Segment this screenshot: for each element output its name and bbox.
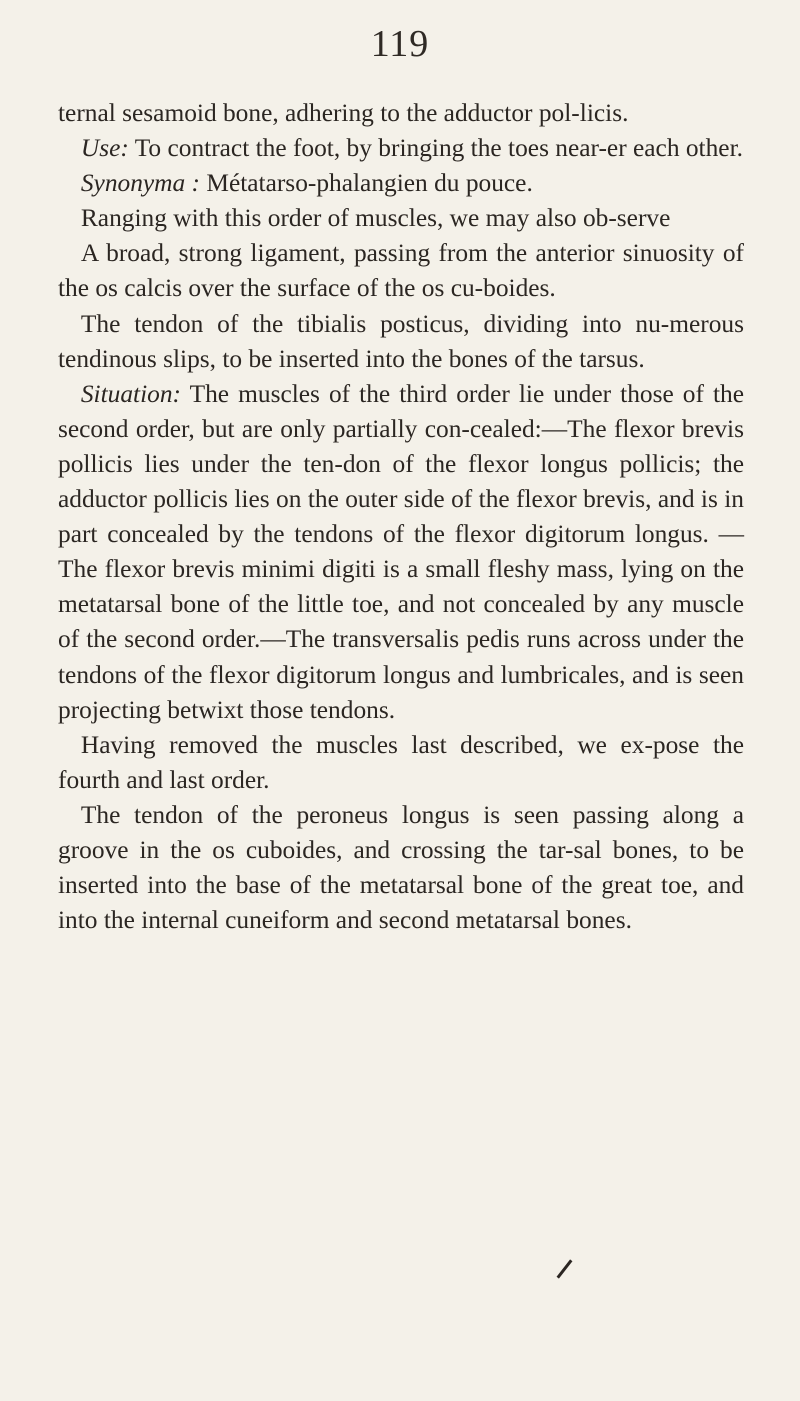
paragraph-text: Having removed the muscles last described, we ex-pose the fourth and last order. bbox=[58, 730, 744, 794]
paragraph-situation bbox=[58, 377, 744, 728]
paragraph-text: ternal sesamoid bone, adhering to the adductor pol-licis. bbox=[58, 99, 629, 127]
paragraph-text: The tendon of the peroneus longus is seen passing along a groove in the os cuboides, and crossing the tar-sal bones, to be inserted into the base of the metatarsal bone of the great toe, and into the internal cuneiform and second metatarsal bones. bbox=[58, 800, 744, 935]
paragraph-label: Use: bbox=[80, 134, 129, 163]
paragraph-tibialis bbox=[58, 307, 744, 377]
page-number: 119 bbox=[370, 23, 430, 65]
paragraph-label: Situation: bbox=[80, 379, 182, 408]
paragraph-text: The muscles of the third order lie under those of the second order, but are only partially con-cealed:—The flexor brevis pollicis lies under the ten-don of the flexor longus pollicis; the adductor pollicis lies on the outer side of the flexor brevis, and is in part concealed by the tendons of the flexor digitorum longus. —The flexor brevis minimi digiti is a small fleshy mass, lying on the metatarsal bone of the little toe, and not concealed by any muscle of the second order.—The transversalis pedis runs across under the tendons of the flexor digitorum longus and lumbricales, and is seen projecting betwixt those tendons. bbox=[58, 379, 744, 724]
paragraph-ligament bbox=[58, 236, 744, 306]
paragraph-fourth-order bbox=[58, 728, 744, 798]
paragraph-peroneus bbox=[58, 798, 744, 938]
paragraph-text: Métatarso-phalangien du pouce. bbox=[200, 169, 533, 198]
paragraph-continuation bbox=[58, 96, 744, 131]
body-text bbox=[58, 96, 744, 938]
paragraph-text: Ranging with this order of muscles, we may also ob-serve bbox=[80, 204, 671, 233]
paragraph-ranging bbox=[58, 201, 744, 236]
paragraph-synonyma bbox=[58, 166, 744, 201]
paragraph-label: Synonyma : bbox=[80, 169, 201, 198]
paragraph-text: A broad, strong ligament, passing from the anterior sinuosity of the os calcis over the surface of the os cu-boides. bbox=[58, 239, 744, 303]
paragraph-text: The tendon of the tibialis posticus, dividing into nu-merous tendinous slips, to be inserted into the bones of the tarsus. bbox=[58, 309, 744, 373]
ink-mark bbox=[557, 1259, 573, 1278]
paragraph-text: To contract the foot, by bringing the toes near-er each other. bbox=[128, 134, 743, 163]
paragraph-use bbox=[58, 131, 744, 166]
